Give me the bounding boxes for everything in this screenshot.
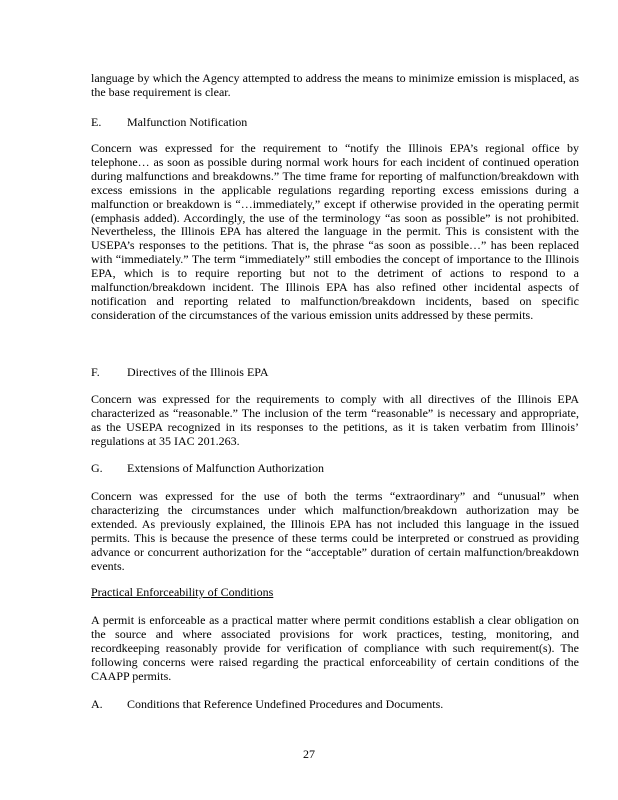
section-number: F. bbox=[91, 365, 100, 379]
section-body-f: Concern was expressed for the requirements to comply with all directives of the Illinois EPA characterized as “reasonable.” The inclusion of the term “reasonable” is necessary and appropriate, as the USEPA recognized in its responses to the petitions, as it is taken verbatim from Illinois’ regulations at 35 IAC 201.263. bbox=[91, 392, 579, 448]
section-number: A. bbox=[91, 697, 103, 711]
section-heading-f bbox=[91, 366, 579, 380]
section-title: Directives of the Illinois EPA bbox=[127, 365, 269, 379]
section-heading-e bbox=[91, 116, 579, 130]
section-title: Conditions that Reference Undefined Procedures and Documents. bbox=[127, 697, 444, 711]
page-number: 27 bbox=[303, 747, 315, 761]
section-number: G. bbox=[91, 461, 103, 475]
intro-paragraph: language by which the Agency attempted to address the means to minimize emission is misplaced, as the base requirement is clear. bbox=[91, 71, 579, 99]
section-title: Extensions of Malfunction Authorization bbox=[127, 461, 324, 475]
practical-enforceability-body: A permit is enforceable as a practical matter where permit conditions establish a clear obligation on the source and where associated provisions for work practices, testing, monitoring, and recordkeeping reasonably provide for verification of compliance with such requirement(s). The following concerns were raised regarding the practical enforceability of certain conditions of the CAAPP permits. bbox=[91, 613, 579, 683]
section-heading-a bbox=[91, 698, 579, 712]
section-number: E. bbox=[91, 115, 102, 129]
section-heading-g bbox=[91, 462, 579, 476]
section-title: Malfunction Notification bbox=[127, 115, 248, 129]
section-body-g: Concern was expressed for the use of both the terms “extraordinary” and “unusual” when characterizing the circumstances under which malfunction/breakdown authorization may be extended. As previously explained, the Illinois EPA has not included this language in the issued permits. This is because the presence of these terms could be interpreted or construed as providing advance or concurrent authorization for the “acceptable” duration of certain malfunction/breakdown events. bbox=[91, 489, 579, 573]
practical-enforceability-heading: Practical Enforceability of Conditions bbox=[91, 585, 274, 599]
section-body-e: Concern was expressed for the requirement to “notify the Illinois EPA’s regional office by telephone… as soon as possible during normal work hours for each incident of continued operation during malfunctions and breakdowns.” The time frame for reporting of malfunction/breakdown with excess emissions in the applicable regulations regarding reporting excess emissions during a malfunction or breakdown is “…immediately,” except if otherwise provided in the operating permit (emphasis added). Accordingly, the use of the terminology “as soon as possible” is not prohibited. Nevertheless, the Illinois EPA has altered the language in the permit. This is consistent with the USEPA’s responses to the petitions. That is, the phrase “as soon as possible…” has been replaced with “immediately.” The term “immediately” still embodies the concept of importance to the Illinois EPA, which is to require reporting but not to the detriment of actions to respond to a malfunction/breakdown incident. The Illinois EPA has also refined other incidental aspects of notification and reporting related to malfunction/breakdown incidents, based on specific consideration of the circumstances of the various emission units addressed by these permits. bbox=[91, 141, 579, 322]
